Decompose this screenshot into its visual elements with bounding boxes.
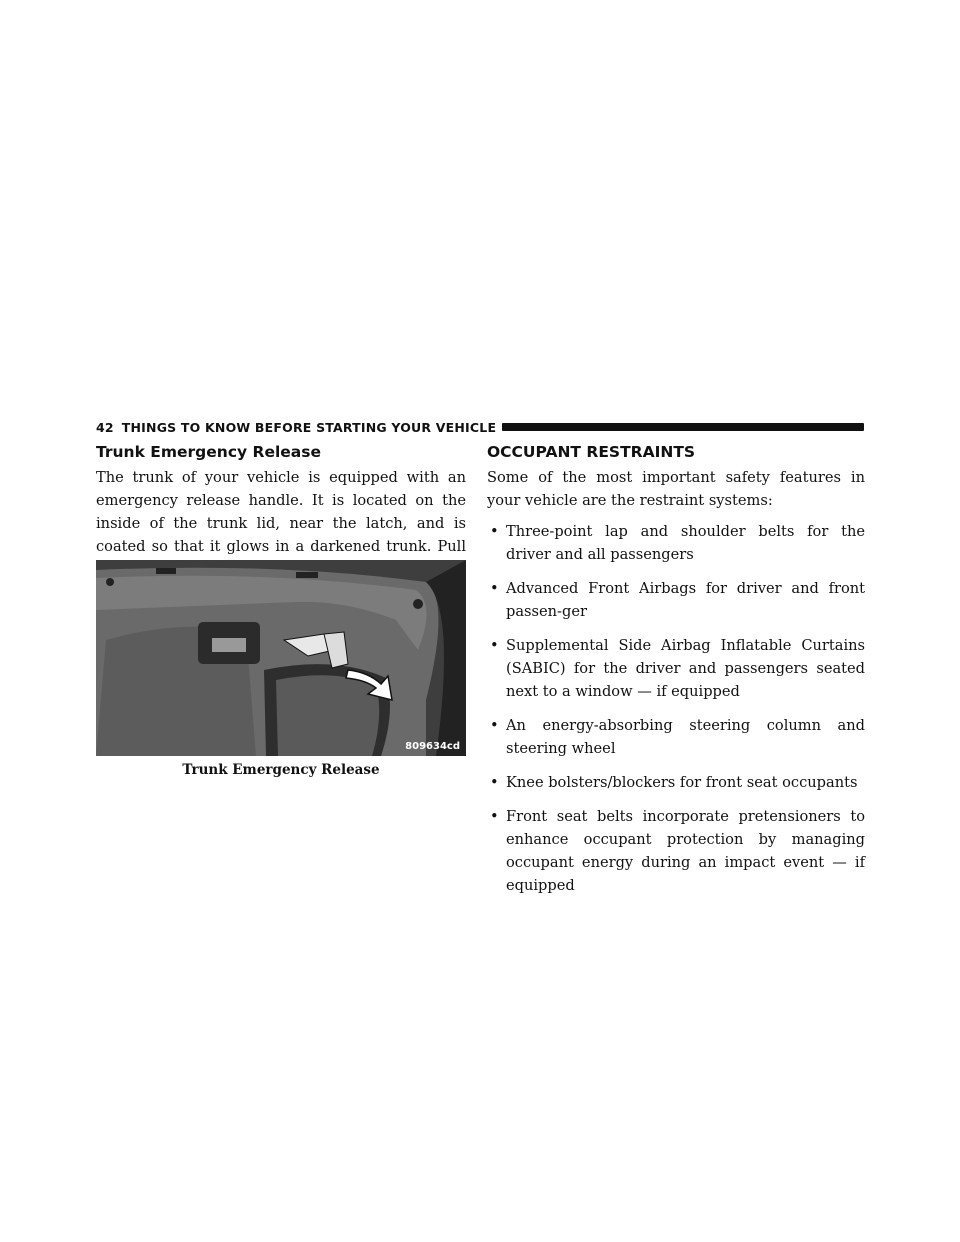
running-header: [96, 418, 864, 436]
figure-id: 809634cd: [405, 741, 460, 752]
bullet-icon: •: [490, 774, 499, 791]
list-item-text: Knee bolsters/blockers for front seat occupants: [506, 774, 858, 791]
header-title: THINGS TO KNOW BEFORE STARTING YOUR VEHICLE: [121, 419, 497, 435]
right-column: [487, 442, 865, 908]
trunk-release-paragraph: The trunk of your vehicle is equipped with an emergency release handle. It is located on the inside of the trunk lid, near the latch, and is coated so that it glows in a darkened trunk. Pull: [96, 469, 466, 555]
trunk-release-heading: Trunk Emergency Release: [96, 443, 321, 461]
bullet-icon: •: [490, 523, 499, 540]
bullet-icon: •: [490, 717, 499, 734]
list-item: [487, 520, 865, 566]
list-item: [487, 771, 865, 794]
trunk-release-illustration: [96, 560, 466, 756]
list-item-text: An energy-absorbing steering column and steering wheel: [506, 717, 865, 757]
left-column: [96, 442, 466, 778]
trunk-release-figure: [96, 560, 466, 756]
bullet-icon: •: [490, 808, 499, 825]
restraints-list: [487, 520, 865, 897]
figure-caption: Trunk Emergency Release: [182, 762, 380, 778]
page-number: 42: [96, 419, 114, 435]
list-item-text: Supplemental Side Airbag Inflatable Curtains (SABIC) for the driver and passengers seated next to a window — if equipped: [506, 637, 865, 700]
header-rule: [502, 423, 864, 431]
list-item: [487, 577, 865, 623]
occupant-restraints-intro: Some of the most important safety features in your vehicle are the restraint systems:: [487, 469, 865, 509]
list-item-text: Three-point lap and shoulder belts for the driver and all passengers: [506, 523, 865, 563]
list-item: [487, 714, 865, 760]
list-item: [487, 805, 865, 897]
bullet-icon: •: [490, 637, 499, 654]
list-item-text: Front seat belts incorporate pretensioners to enhance occupant protection by managing occupant energy during an impact event — if equipped: [506, 808, 865, 894]
bullet-icon: •: [490, 580, 499, 597]
list-item-text: Advanced Front Airbags for driver and front passen-ger: [506, 580, 865, 620]
occupant-restraints-heading: OCCUPANT RESTRAINTS: [487, 443, 696, 461]
list-item: [487, 634, 865, 703]
